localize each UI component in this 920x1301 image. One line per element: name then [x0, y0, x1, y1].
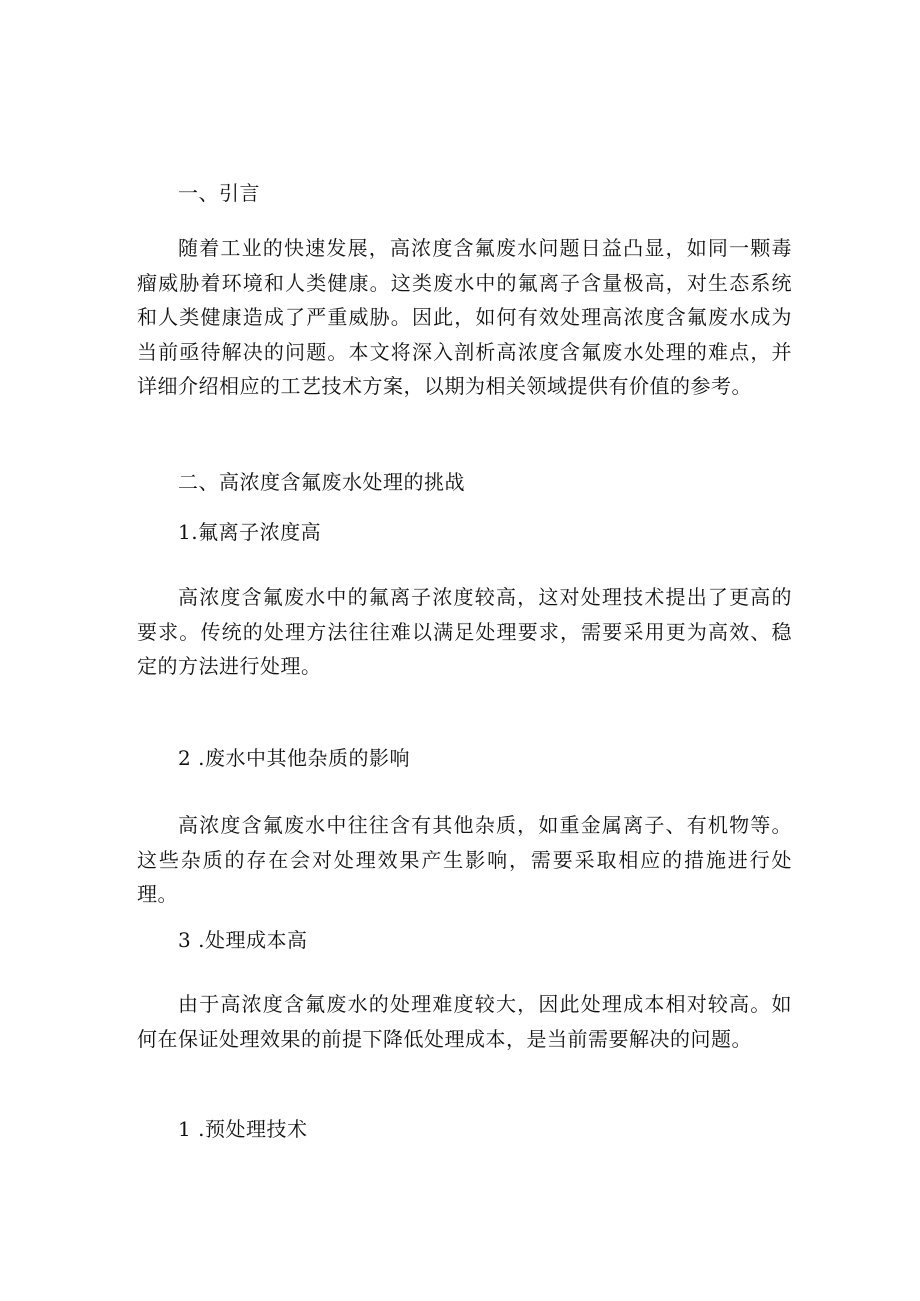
fluoride-concentration-paragraph: 高浓度含氟废水中的氟离子浓度较高，这对处理技术提出了更高的要求。传统的处理方法往往难以满足处理要求，需要采用更为高效、稳定的方法进行处理。 — [137, 585, 792, 678]
section-heading-introduction: 一、引言 — [178, 181, 260, 205]
subheading-pretreatment: 1 .预处理技术 — [178, 1117, 308, 1141]
introduction-paragraph: 随着工业的快速发展，高浓度含氟废水问题日益凸显，如同一颗毒瘤威胁着环境和人类健康。这类废水中的氟离子含量极高，对生态系统和人类健康造成了严重威胁。因此，如何有效处理高浓度含氟废水成为当前亟待解决的问题。本文将深入剖析高浓度含氟废水处理的难点，并详细介绍相应的工艺技术方案，以期为相关领域提供有价值的参考。 — [137, 236, 792, 398]
subheading-high-cost: 3 .处理成本高 — [178, 928, 308, 952]
subheading-other-impurities: 2 .废水中其他杂质的影响 — [178, 746, 410, 770]
section-heading-challenges: 二、高浓度含氟废水处理的挑战 — [178, 470, 465, 494]
other-impurities-paragraph: 高浓度含氟废水中往往含有其他杂质，如重金属离子、有机物等。这些杂质的存在会对处理效果产生影响，需要采取相应的措施进行处理。 — [137, 813, 792, 906]
subheading-fluoride-concentration: 1.氟离子浓度高 — [178, 520, 322, 544]
high-cost-paragraph: 由于高浓度含氟废水的处理难度较大，因此处理成本相对较高。如何在保证处理效果的前提下降低处理成本，是当前需要解决的问题。 — [137, 992, 792, 1051]
